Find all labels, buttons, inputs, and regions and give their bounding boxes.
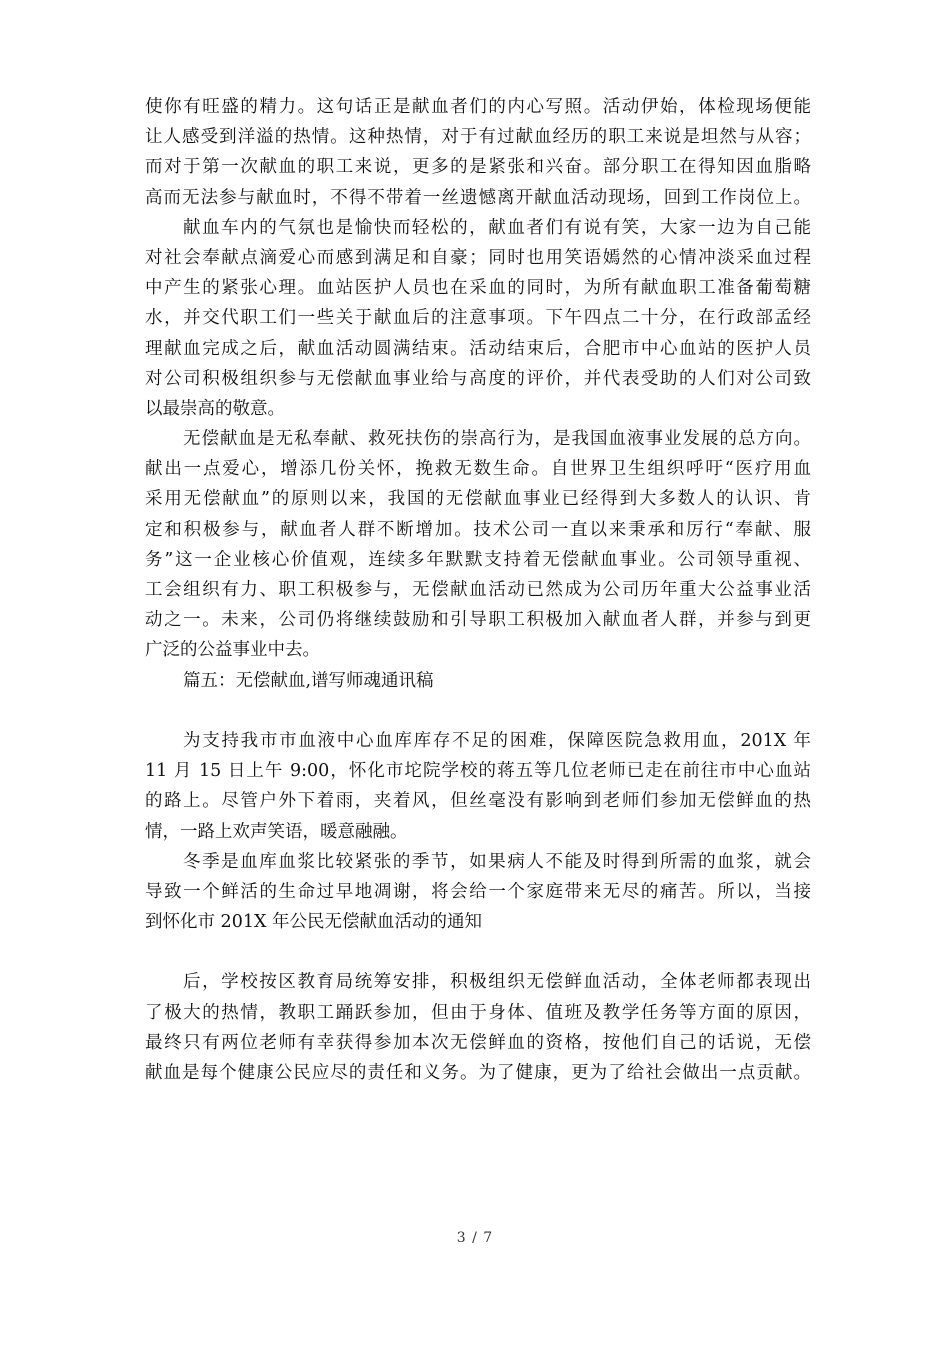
text-line: 献血车内的气氛也是愉快而轻松的，献血者们有说有笑，大家一边为自己能 xyxy=(183,217,811,238)
text-line: 中产生的紧张心理。血站医护人员也在采血的同时，为所有献血职工准备葡萄糖 xyxy=(145,278,811,299)
text-line: 献血是每个健康公民应尽的责任和义务。为了健康，更为了给社会做出一点贡献。 xyxy=(145,1063,811,1083)
text-line: 动之一。未来，公司仍将继续鼓励和引导职工积极加入献血者人群，并参与到更 xyxy=(145,610,811,631)
text-line: 后，学校按区教育局统筹安排，积极组织无偿鲜血活动，全体老师都表现出 xyxy=(183,972,811,993)
text-line: 广泛的公益事业中去。 xyxy=(145,640,320,661)
text-line: 冬季是血库血浆比较紧张的季节，如果病人不能及时得到所需的血浆，就会 xyxy=(183,851,811,872)
section-heading: 篇五：无偿献血,谱写师魂通讯稿 xyxy=(183,670,434,691)
text-line: 11 月 15 日上午 9:00，怀化市坨院学校的蒋五等几位老师已走在前往市中心血站 xyxy=(145,761,811,782)
text-line: 情，一路上欢声笑语，暖意融融。 xyxy=(145,821,408,842)
paragraph-gap xyxy=(145,696,811,726)
document-body xyxy=(145,92,811,1088)
text-line: 的路上。尽管户外下着雨，夹着风，但丝毫没有影响到老师们参加无偿鲜血的热 xyxy=(145,791,811,812)
text-line: 了极大的热情，教职工踊跃参加，但由于身体、值班及教学任务等方面的原因， xyxy=(145,1002,811,1023)
text-line: 为支持我市市血液中心血库库存不足的困难，保障医院急救用血，201X 年 xyxy=(183,730,811,751)
text-line: 最终只有两位老师有幸获得参加本次无偿鲜血的资格，按他们自己的话说，无偿 xyxy=(145,1032,811,1053)
paragraph-gap xyxy=(145,937,811,967)
text-line: 理献血完成之后，献血活动圆满结束。活动结束后，合肥市中心血站的医护人员 xyxy=(145,338,811,359)
text-line: 献出一点爱心，增添几份关怀，挽救无数生命。自世界卫生组织呼吁“医疗用血 xyxy=(145,459,811,480)
text-line: 以最崇高的敬意。 xyxy=(145,398,285,419)
text-line: 导致一个鲜活的生命过早地凋谢，将会给一个家庭带来无尽的痛苦。所以，当接 xyxy=(145,881,811,902)
text-line: 无偿献血是无私奉献、救死扶伤的崇高行为，是我国血液事业发展的总方向。 xyxy=(183,429,811,450)
text-line: 定和积极参与，献血者人群不断增加。技术公司一直以来秉承和厉行“奉献、服 xyxy=(145,519,811,540)
text-line: 对社会奉献点滴爱心而感到满足和自豪；同时也用笑语嫣然的心情冲淡采血过程 xyxy=(145,247,811,268)
text-line: 采用无偿献血”的原则以来，我国的无偿献血事业已经得到大多数人的认识、肯 xyxy=(145,489,811,510)
text-line: 而对于第一次献血的职工来说，更多的是紧张和兴奋。部分职工在得知因血脂略 xyxy=(145,157,811,178)
text-line: 务”这一企业核心价值观，连续多年默默支持着无偿献血事业。公司领导重视、 xyxy=(145,549,811,570)
page-number: 3 / 7 xyxy=(456,1230,494,1246)
text-line: 到怀化市 201X 年公民无偿献血活动的通知 xyxy=(145,912,482,933)
text-line: 水，并交代职工们一些关于献血后的注意事项。下午四点二十分，在行政部孟经 xyxy=(145,308,811,329)
text-line: 使你有旺盛的精力。这句话正是献血者们的内心写照。活动伊始，体检现场便能 xyxy=(145,97,811,117)
text-line: 工会组织有力、职工积极参与，无偿献血活动已然成为公司历年重大公益事业活 xyxy=(145,580,811,600)
text-line: 让人感受到洋溢的热情。这种热情，对于有过献血经历的职工来说是坦然与从容； xyxy=(145,127,811,148)
text-line: 对公司积极组织参与无偿献血事业给与高度的评价，并代表受助的人们对公司致 xyxy=(145,368,811,389)
text-line: 高而无法参与献血时，不得不带着一丝遗憾离开献血活动现场，回到工作岗位上。 xyxy=(145,187,811,208)
